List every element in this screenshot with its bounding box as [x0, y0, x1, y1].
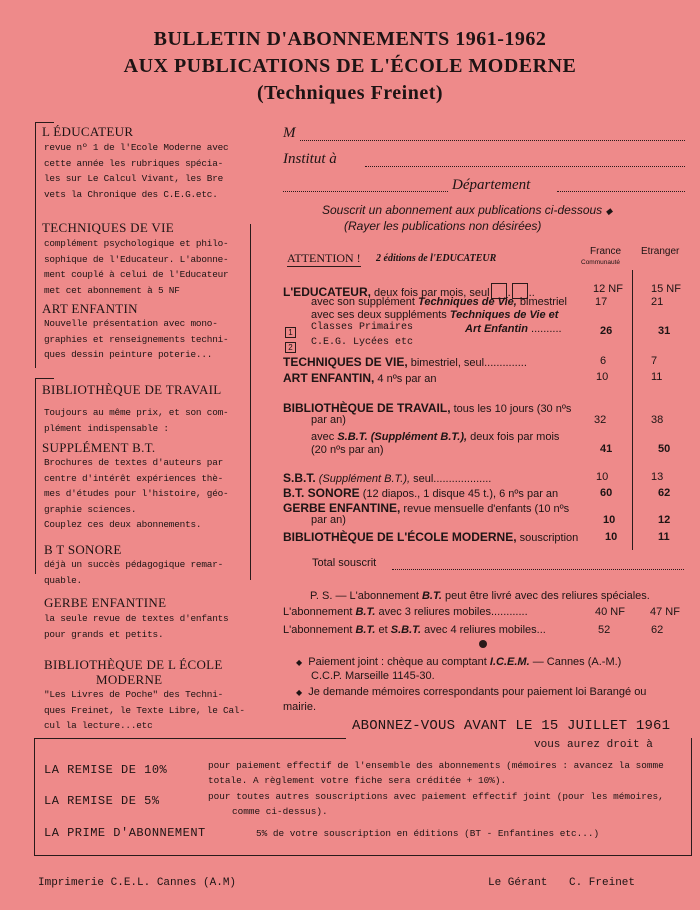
row-sonore: B.T. SONORE (12 diapos., 1 disque 45 t.), 6 nºs par an — [283, 486, 559, 500]
sbt-et: 13 — [651, 471, 664, 483]
offer-headline: ABONNEZ-VOUS AVANT LE 15 JUILLET 1961 — [352, 718, 671, 734]
row-gerbe-2: par an) — [311, 514, 346, 526]
footer-gerant: Le Gérant — [488, 877, 548, 889]
institut-label: Institut à — [283, 151, 337, 167]
row-tdv: TECHNIQUES DE VIE, bimestriel, seul.............. — [283, 355, 527, 369]
bt-fr: 32 — [594, 414, 607, 426]
bt-et: 38 — [651, 414, 664, 426]
prime-desc: 5% de votre souscription en éditions (BT - Enfantines etc...) — [256, 828, 600, 839]
departement-label: Département — [452, 177, 531, 193]
attention: ATTENTION ! — [287, 251, 361, 265]
bt-title: BIBLIOTHÈQUE DE TRAVAIL — [42, 382, 222, 397]
ccp: C.C.P. Marseille 1145-30. — [311, 670, 435, 682]
gerbe-title: GERBE ENFANTINE — [44, 595, 167, 610]
bullet-dot — [479, 640, 487, 648]
rel3-fr: 40 NF — [595, 606, 625, 618]
row-deux-supp: avec ses deux suppléments Techniques de Vie et — [311, 309, 559, 321]
sonore-et: 62 — [658, 487, 671, 499]
remise-10-desc: pour paiement effectif de l'ensemble des abonnements (mémoires : avancez la somme totale. A règlement votre fiche sera créditée + 10%). — [208, 760, 664, 786]
rel3-et: 47 NF — [650, 606, 680, 618]
total-field[interactable] — [392, 569, 684, 570]
offer-sub: vous aurez droit à — [534, 739, 653, 751]
column-divider — [250, 224, 251, 580]
departement-field-2[interactable] — [557, 191, 685, 192]
biblio-title-2: MODERNE — [96, 672, 163, 687]
sbt-fr: 10 — [596, 471, 609, 483]
biblio-et: 11 — [658, 531, 670, 543]
mairie: mairie. — [283, 701, 317, 713]
souscrit: Souscrit un abonnement aux publications ci-dessous ◆ — [322, 203, 613, 217]
art-title: ART ENFANTIN — [42, 301, 138, 316]
departement-field[interactable] — [283, 191, 448, 192]
biblio-title-1: BIBLIOTHÈQUE DE L ÉCOLE — [44, 657, 223, 672]
editions: 2 éditions de l'EDUCATEUR — [376, 253, 497, 264]
btsbt-fr: 41 — [600, 443, 613, 455]
row-btsbt: avec S.B.T. (Supplément B.T.), deux fois par mois — [311, 431, 560, 443]
offer-box-top — [34, 738, 346, 739]
art-et: 11 — [651, 371, 663, 383]
educ-et: 15 NF — [651, 283, 681, 295]
sbt-desc: Brochures de textes d'auteurs par centre d'intérêt expériences thè- mes d'études pour l'histoire, géo- graphie sciences. Couplez ces deux abonnements. — [44, 457, 229, 530]
tdv-supp-fr: 17 — [595, 296, 608, 308]
remise-5: LA REMISE DE 5% — [44, 794, 160, 808]
tdv-fr: 6 — [600, 355, 607, 367]
row-art: ART ENFANTIN, 4 nºs par an — [283, 371, 437, 385]
header-line-3: (Techniques Freinet) — [256, 82, 444, 104]
reliure-4: L'abonnement B.T. et S.B.T. avec 4 reliures mobiles... — [283, 624, 546, 636]
col-france: France — [590, 246, 622, 257]
tdv-supp-et: 21 — [651, 296, 664, 308]
art-fr: 10 — [596, 371, 609, 383]
sonore-desc: déjà un succès pédagogique remar- quable. — [44, 559, 224, 586]
btsbt-et: 50 — [658, 443, 671, 455]
educateur-title: L ÉDUCATEUR — [42, 124, 134, 139]
row-biblio: BIBLIOTHÈQUE DE L'ÉCOLE MODERNE, souscription — [283, 530, 579, 544]
sonore-title: B T SONORE — [44, 542, 122, 557]
art-desc: Nouvelle présentation avec mono- graphies et renseignements techni- ques dessin peinture poterie... — [44, 318, 229, 360]
price-divider — [632, 270, 633, 550]
row-bt-2: par an) — [311, 414, 346, 426]
gerbe-et: 12 — [658, 514, 671, 526]
row-gerbe: GERBE ENFANTINE, revue mensuelle d'enfants (10 nºs — [283, 501, 570, 515]
sbt-title: SUPPLÉMENT B.T. — [42, 440, 156, 455]
tdv-desc: complément psychologique et philo- sophique de l'Educateur. L'abonne- ment couplé à celui de l'Educateur met cet abonnement à 5 NF — [44, 238, 229, 296]
biblio-desc: "Les Livres de Poche" des Techni- ques Freinet, le Texte Libre, le Cal- cul la lecture...etc — [44, 689, 245, 731]
institut-field[interactable] — [365, 166, 685, 167]
rayer: (Rayer les publications non désirées) — [344, 219, 542, 233]
tdv-title: TECHNIQUES DE VIE — [42, 220, 174, 235]
ps-note: P. S. — L'abonnement B.T. peut être livré avec des reliures spéciales. — [310, 590, 650, 602]
art-enfantin-it: Art Enfantin .......... — [465, 323, 562, 335]
prime: LA PRIME D'ABONNEMENT — [44, 826, 206, 840]
biblio-fr: 10 — [605, 531, 618, 543]
educ-fr: 12 NF — [593, 283, 623, 295]
row-sbt: S.B.T. (Supplément B.T.), seul................... — [283, 471, 492, 485]
m-field[interactable] — [300, 140, 685, 141]
footer-imprimerie: Imprimerie C.E.L. Cannes (A.M) — [38, 877, 237, 889]
paiement: ◆ Paiement joint : chèque au comptant I.C.E.M. — Cannes (A.-M.) — [296, 656, 622, 668]
row-bt: BIBLIOTHÈQUE DE TRAVAIL, tous les 10 jours (30 nºs — [283, 401, 572, 415]
bt-desc: Toujours au même prix, et son com- plément indispensable : — [44, 407, 229, 434]
header-line-2: AUX PUBLICATIONS DE L'ÉCOLE MODERNE — [123, 55, 577, 77]
rel4-et: 62 — [651, 624, 664, 636]
educateur-desc: revue nº 1 de l'Ecole Moderne avec cette année les rubriques spécia- les sur Le Calcul Vivant, les Bre vets la Chronique des C.E.G.etc. — [44, 142, 229, 200]
footer-name: C. Freinet — [569, 877, 636, 889]
col-communaute: Communauté — [581, 259, 621, 266]
remise-10: LA REMISE DE 10% — [44, 763, 168, 777]
header-line-1: BULLETIN D'ABONNEMENTS 1961-1962 — [153, 28, 547, 50]
gerbe-desc: la seule revue de textes d'enfants pour grands et petits. — [44, 613, 229, 640]
total-label: Total souscrit — [312, 557, 377, 569]
reliure-3: L'abonnement B.T. avec 3 reliures mobiles............ — [283, 606, 528, 618]
col-etranger: Etranger — [641, 246, 680, 257]
row-educateur: L'EDUCATEUR, deux fois par mois, seul . .. — [283, 285, 535, 299]
rel4-fr: 52 — [598, 624, 611, 636]
sonore-fr: 60 — [600, 487, 613, 499]
row-tdv-supp: avec son supplément Techniques de Vie, bimestriel — [311, 296, 567, 308]
ceg: C.E.G. Lycées etc — [311, 337, 414, 348]
m-label: M — [283, 125, 296, 141]
deux-et: 31 — [658, 325, 671, 337]
deux-fr: 26 — [600, 325, 613, 337]
primaires: Classes Primaires — [311, 322, 414, 333]
tdv-et: 7 — [651, 355, 658, 367]
box-1[interactable]: 1 — [285, 322, 296, 340]
memoires: ◆ Je demande mémoires correspondants pour paiement loi Barangé ou — [296, 686, 647, 698]
gerbe-fr: 10 — [603, 514, 616, 526]
remise-5-desc: pour toutes autres souscriptions avec paiement effectif joint (pour les mémoires, comme ci-dessus). — [208, 791, 664, 817]
box-2[interactable]: 2 — [285, 337, 296, 355]
row-btsbt-2: (20 nºs par an) — [311, 444, 384, 456]
